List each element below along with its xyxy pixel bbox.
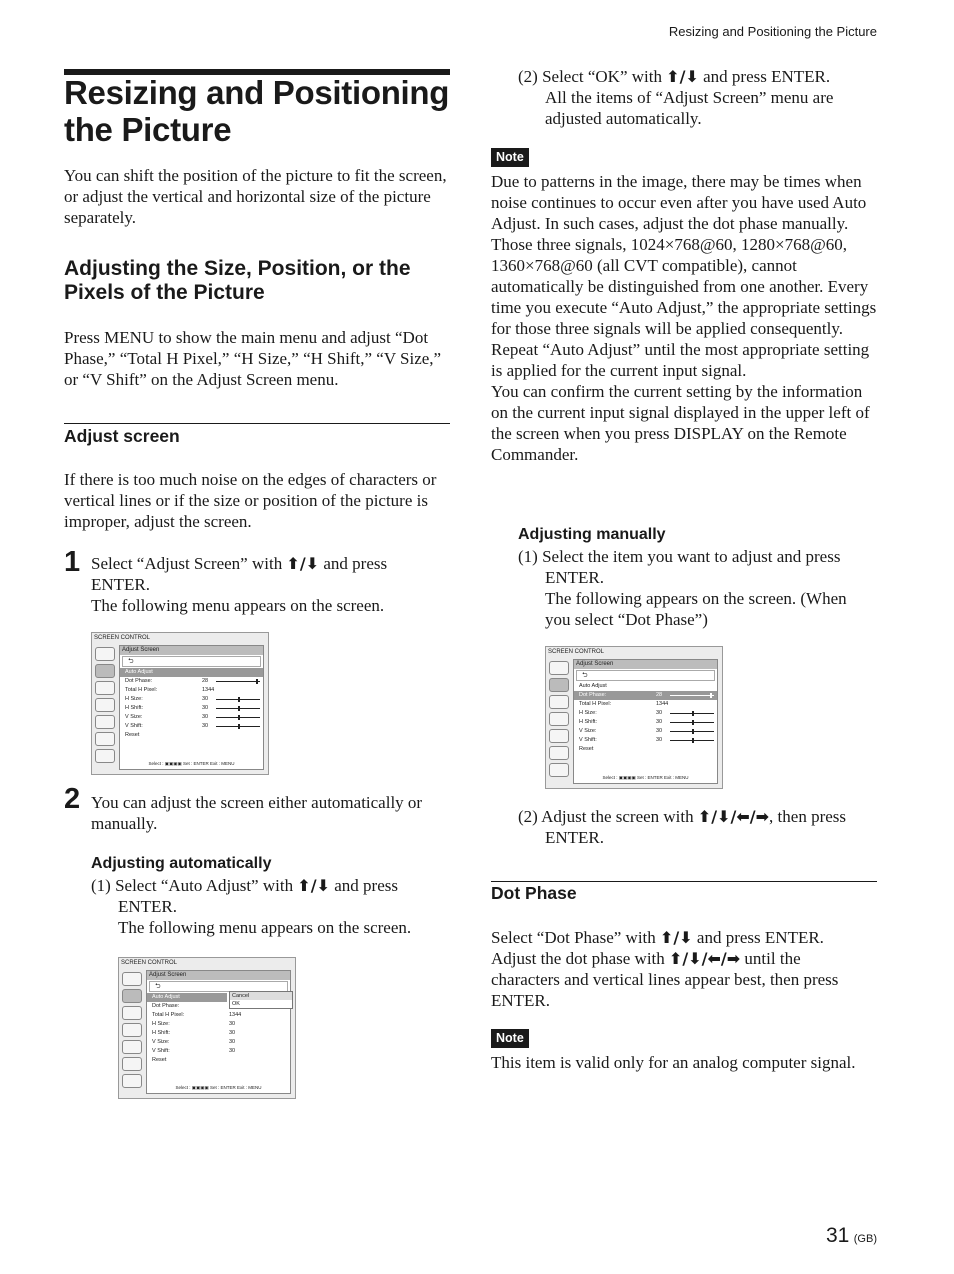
language-icon [122,1074,142,1088]
step1-line3: The following menu appears on the screen. [91,596,385,615]
timer-icon [122,1057,142,1071]
menu-row: H Shift: 30 [574,718,717,727]
return-icon: ⮌ [122,656,261,667]
screen-icon [549,678,569,692]
sound-icon [549,695,569,709]
menu-row: V Shift: 30 [574,736,717,745]
menu-row: Dot Phase: [152,1003,180,1009]
dot-phase-paragraph: Select “Dot Phase” with ⬆/⬇ and press ENTER. Adjust the dot phase with ⬆/⬇/⬅/➡ until the characters and vertical lines appear best, then press ENTER. [491,928,839,1010]
up-down-arrow-icon: ⬆/⬇ [286,554,320,573]
picture-icon [95,647,115,661]
menu-row-reset: Reset [125,732,140,738]
setup-icon [95,698,115,712]
menu-row: V Size: 30 [574,727,717,736]
note1-p3: You can confirm the current setting by the information on the current input signal displayed in the upper left of the screen when you press DISPLAY on the Remote Commander. [491,382,870,464]
sound-icon [95,681,115,695]
menu-row: H Size: 30 [574,709,717,718]
timer-icon [95,732,115,746]
adjusting-automatically-heading: Adjusting automatically [91,855,272,872]
step1-line1-end: and press [319,554,388,573]
menu-icon-column [95,647,117,766]
menu-row: V Shift: 30 [120,722,263,731]
menu-title: SCREEN CONTROL [548,649,605,655]
menu-row: Total H Pixel: 1344 [152,1012,242,1018]
menu-row: H Size: 30 [152,1021,236,1027]
dot-phase-heading: Dot Phase [491,883,577,903]
auto-item2: (2) Select “OK” with ⬆/⬇ and press ENTER. All the items of “Adjust Screen” menu are adjusted automatically. [518,67,834,128]
divider [491,881,877,882]
menu-row-auto-adjust: Auto Adjust [147,993,227,1002]
page-number [826,1224,877,1248]
note2-text: This item is valid only for an analog computer signal. [491,1053,856,1072]
note-badge: Note [491,148,529,167]
step2-text: You can adjust the screen either automatically or manually. [91,793,423,833]
menu-panel [119,645,264,770]
menu-row: H Size: 30 [120,695,263,704]
up-down-arrow-icon: ⬆/⬇ [660,928,693,947]
language-icon [549,763,569,777]
timer-icon [549,746,569,760]
section-heading-line1: Adjusting the Size, Position, or the [64,257,411,280]
menu-row: Dot Phase: 28 [120,677,263,686]
note1-p2: Those three signals, 1024×768@60, 1280×768@60, 1360×768@60 (all CVT compatible), cannot automatically be distinguished from one another. Every time you execute “Auto Adjust,” the appropriate settings for those three signals will be applied consequently. Repeat “Auto Adjust” until the most appropriate setting is applied for the current input signal. [491,235,877,380]
section-heading-line2: Pixels of the Picture [64,281,265,304]
step-number-1: 1 [64,546,81,578]
menu-header: Adjust Screen [147,971,290,980]
menu-screenshot-3 [545,646,723,789]
popup-cancel-option: Cancel [230,992,292,1000]
auto-item1: (1) Select “Auto Adjust” with ⬆/⬇ and press ENTER. The following menu appears on the screen. [91,876,412,937]
adjust-screen-heading: Adjust screen [64,426,180,446]
return-icon: ⮌ [149,981,288,992]
running-head: Resizing and Positioning the Picture [668,24,877,39]
four-way-arrow-icon: ⬆/⬇/⬅/➡ [697,807,770,826]
input-icon [122,1040,142,1054]
menu-screenshot-2 [118,957,296,1099]
page-title [64,74,464,148]
setup-icon [122,1023,142,1037]
picture-icon [122,972,142,986]
menu-icon-column [122,972,144,1091]
menu-footer: Select : ▣▣▣▣ Set : ENTER Exit : MENU [148,761,235,766]
menu-row-reset: Reset [579,746,594,752]
menu-row: V Shift: 30 [152,1048,236,1054]
menu-row-auto-adjust: Auto Adjust [579,683,607,689]
return-icon: ⮌ [576,670,715,681]
up-down-arrow-icon: ⬆/⬇ [297,876,330,895]
adjust-screen-paragraph: If there is too much noise on the edges of characters or vertical lines or if the size or position of the picture is improper, adjust the screen. [64,470,437,531]
menu-footer: Select : ▣▣▣▣ Set : ENTER Exit : MENU [602,775,689,780]
menu-panel [573,659,718,784]
picture-icon [549,661,569,675]
note-badge: Note [491,1029,529,1048]
menu-screenshot-1 [91,632,269,775]
menu-row: H Shift: 30 [152,1030,236,1036]
step1-text [91,553,451,616]
manual-item2: (2) Adjust the screen with ⬆/⬇/⬅/➡, then press ENTER. [518,807,847,847]
input-icon [549,729,569,743]
sound-icon [122,1006,142,1020]
page-number-value: 31 [825,1224,850,1247]
note1-p1: Due to patterns in the image, there may be times when noise continues to occur even after you have used Auto Adjust. In such cases, adjust the dot phase manually. [491,172,867,233]
menu-row-reset: Reset [152,1057,167,1063]
step1-line1: Select “Adjust Screen” with [91,554,287,573]
step1-line2: ENTER. [91,575,151,594]
section-heading [64,257,454,305]
menu-title: SCREEN CONTROL [94,635,151,641]
input-icon [95,715,115,729]
page-title-line1: Resizing and Positioning [64,74,450,111]
confirm-popup [229,991,293,1009]
page-title-line2: the Picture [64,111,232,148]
step-number-2: 2 [64,783,81,815]
menu-header: Adjust Screen [120,646,263,655]
intro-paragraph: You can shift the position of the picture to fit the screen, or adjust the vertical and horizontal size of the picture separately. [64,166,447,227]
four-way-arrow-icon: ⬆/⬇/⬅/➡ [669,949,741,968]
screen-icon [122,989,142,1003]
menu-row: Total H Pixel: 1344 [579,701,669,707]
divider [64,423,450,424]
menu-panel [146,970,291,1094]
up-down-arrow-icon: ⬆/⬇ [666,67,699,86]
menu-header: Adjust Screen [574,660,717,669]
adjusting-manually-heading: Adjusting manually [518,526,666,543]
menu-row: V Size: 30 [120,713,263,722]
menu-row: V Size: 30 [152,1039,236,1045]
menu-footer: Select : ▣▣▣▣ Set : ENTER Exit : MENU [175,1085,262,1090]
menu-row: Total H Pixel: 1344 [125,687,215,693]
section-paragraph: Press MENU to show the main menu and adjust “Dot Phase,” “Total H Pixel,” “H Size,” “H Shift,” “V Size,” or “V Shift” on the Adjust Screen menu. [64,328,442,389]
language-icon [95,749,115,763]
menu-title: SCREEN CONTROL [121,960,178,966]
screen-icon [95,664,115,678]
setup-icon [549,712,569,726]
menu-row-auto-adjust: Auto Adjust [120,668,263,677]
menu-row-dot-phase: Dot Phase: 28 [574,691,717,700]
page-number-suffix: (GB) [853,1233,877,1245]
menu-icon-column [549,661,571,780]
manual-item1: (1) Select the item you want to adjust and press ENTER. The following appears on the screen. (When you select “Dot Phase”) [518,547,847,629]
menu-row: H Shift: 30 [120,704,263,713]
note1-content [491,171,879,465]
popup-ok-option: OK [232,1001,240,1007]
